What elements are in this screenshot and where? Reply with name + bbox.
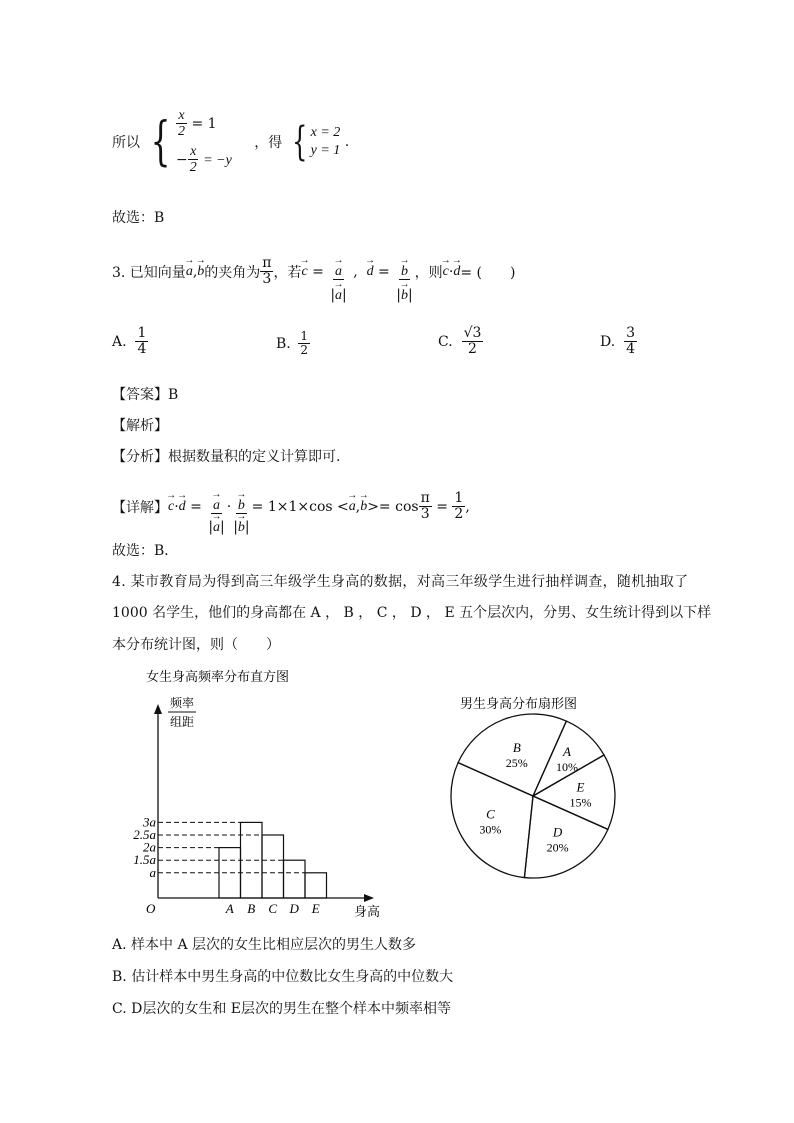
pie-label-B: B	[512, 739, 521, 755]
histogram-xtick-E: E	[311, 901, 320, 916]
vector-c: → c	[301, 264, 307, 280]
q3-option-c[interactable]: C. $\frac{√3}{2}$	[438, 325, 482, 358]
histogram-ylabel-numerator: 频率	[170, 696, 195, 710]
get-label: ，得	[254, 134, 283, 151]
pie-percent-A: 10%	[556, 760, 578, 775]
histogram-ytick: 1.5a	[133, 852, 156, 868]
q3-option-d[interactable]: D. $\frac{3}{4}$	[600, 325, 636, 358]
histogram-xtick-D: D	[289, 901, 299, 916]
histogram-title: 女生身高频率分布直方图	[146, 669, 290, 684]
left-brace: {	[151, 111, 171, 172]
histogram-xtick-B: B	[247, 901, 256, 916]
so-label: 所以	[112, 134, 140, 151]
q4-line-1: 4. 某市教育局为得到高三年级学生身高的数据，对高三年级学生进行抽样调查，随机抽取了	[112, 574, 689, 590]
pie-label-A: A	[563, 744, 571, 760]
histogram-ytick: 2.5a	[133, 827, 156, 842]
pie-percent-C: 30%	[479, 822, 502, 837]
histogram-bar-C	[262, 835, 284, 898]
pie-percent-D: 20%	[546, 840, 569, 855]
q3-conclusion: 故选：B．	[112, 543, 179, 559]
vector-a: → a	[186, 264, 193, 280]
q4-option-a[interactable]: A. 样本中 A 层次的女生比相应层次的男生人数多	[112, 937, 417, 953]
vector-d: → d	[367, 264, 374, 280]
histogram-bar-D	[284, 860, 306, 898]
q3-stem: 3. 已知向量 → a , → b 的夹角为 $\frac{\pi}{3}$ ，若 → c = → $\frac{a}{|\to a|}$ , → d = → $\frac{b}{|\to b|}$ ，则 → c · → d = ( )	[112, 240, 515, 304]
histogram-xtick-A: A	[225, 901, 234, 916]
pie-label-E: E	[576, 779, 585, 795]
pie-label-C: C	[486, 806, 495, 822]
histogram-bar-E	[305, 873, 327, 898]
female-height-histogram	[130, 662, 400, 922]
pie-label-D: D	[552, 824, 563, 840]
right-brace: {	[291, 118, 308, 165]
q4-line-2: 1000 名学生，他们的身高都在 A ， B ， C ， D ， E 五个层次内，分男、女生统计得到以下样	[112, 605, 712, 621]
y-axis-arrow	[154, 704, 162, 714]
x-axis-arrow	[364, 894, 374, 902]
histogram-ylabel-denominator: 组距	[170, 715, 195, 729]
q3-answer: 【答案】B	[112, 387, 179, 403]
q3-detail: 【详解】 → c · → d = → $\frac{a}{|\to a|}$ · → $\frac{b}{|\to b|}$ = 1×1×cos < → a , → b >= cos $\frac{\pi}{3}$ = $\frac{1}{2}$ ,	[112, 478, 470, 536]
pie-title: 男生身高分布扇形图	[460, 696, 578, 711]
histogram-ytick: 3a	[143, 814, 156, 830]
q3-option-a[interactable]: A. $\frac{1}{4}$	[112, 325, 147, 358]
male-height-pie-chart	[440, 690, 640, 890]
histogram-ytick: a	[149, 864, 156, 880]
q4-option-b[interactable]: B. 估计样本中男生身高的中位数比女生身高的中位数大	[112, 969, 454, 985]
pie-percent-B: 25%	[505, 755, 528, 770]
vector-b: → b	[197, 264, 204, 280]
result-2: y = 1	[310, 142, 341, 158]
q3-option-b[interactable]: B. $\frac{1}{2}$	[276, 329, 309, 358]
q3-analysis-tag: 【解析】	[112, 418, 168, 434]
histogram-xlabel: 身高	[354, 904, 381, 919]
pie-percent-E: 15%	[569, 795, 592, 810]
histogram-origin: O	[146, 901, 156, 916]
histogram-xtick-C: C	[268, 901, 278, 916]
pie-slice-D	[524, 796, 607, 878]
q4-line-3: 本分布统计图，则（ ）	[112, 637, 280, 653]
equation-1: $\frac{x}{2}$ = 1	[178, 108, 217, 140]
equation-2: − $\frac{x}{2}$ = −y	[176, 143, 232, 176]
q3-fenxi: 【分析】根据数量积的定义计算即可.	[112, 449, 341, 465]
q4-option-c[interactable]: C. D层次的女生和 E层次的男生在整个样本中频率相等	[112, 1001, 452, 1017]
result-1: x = 2	[310, 124, 341, 140]
q3-number: 3. 已知向量	[112, 264, 186, 281]
histogram-ytick: 2a	[143, 839, 156, 855]
prev-conclusion: 故选：B	[112, 210, 165, 226]
prev-solution-system: 所以 { $\frac{x}{2}$ = 1 − $\frac{x}{2}$ = −y ，得 { x = 2 y = 1 .	[112, 108, 350, 176]
